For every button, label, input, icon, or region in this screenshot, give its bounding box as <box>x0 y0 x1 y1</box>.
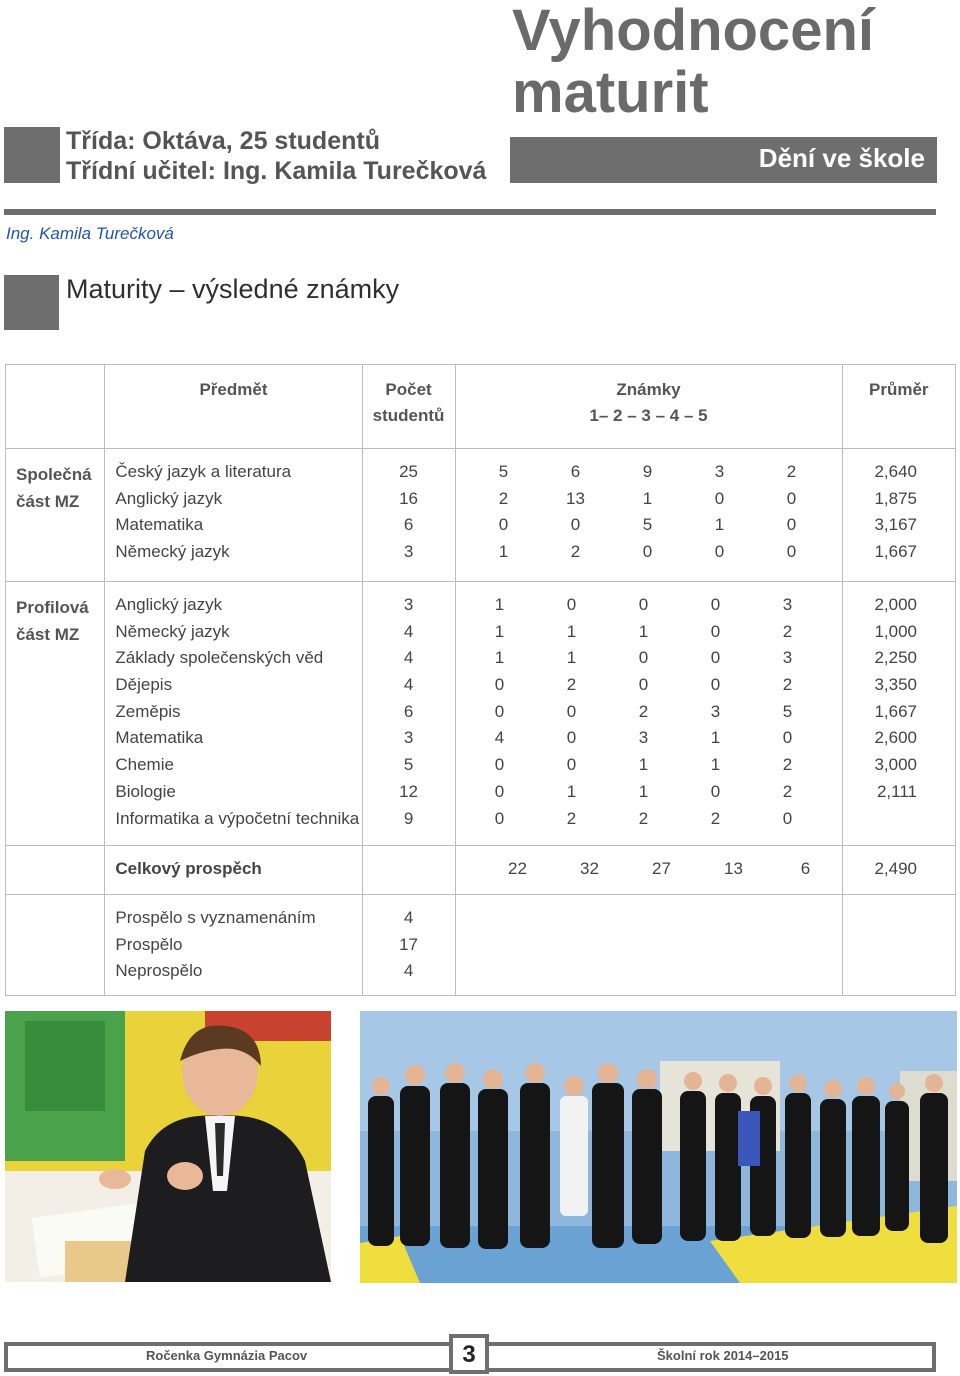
grade-3-count: 5 <box>642 515 653 535</box>
outcome-label: Prospělo <box>115 934 183 954</box>
profile-subjects <box>105 582 362 846</box>
grade-distribution <box>472 699 842 726</box>
grade-distribution <box>472 752 842 779</box>
grade-4-count: 1 <box>714 515 725 535</box>
subject-name: Informatika a výpočetní technika <box>115 808 360 828</box>
grade-1-count: 0 <box>494 701 505 721</box>
average-grade: 2,640 <box>874 462 917 481</box>
grade-2-count: 1 <box>566 648 577 668</box>
header-count-line2: studentů <box>372 406 445 425</box>
grade-4-count: 0 <box>714 488 725 508</box>
grade-2-count: 0 <box>566 701 577 721</box>
grade-5-count: 0 <box>782 728 793 748</box>
average-grade: 3,000 <box>874 755 917 775</box>
grade-1-count: 0 <box>494 675 505 695</box>
grade-2-count: 32 <box>580 859 599 878</box>
footer-right-text: Školní rok 2014–2015 <box>657 1348 789 1363</box>
outcome-counts <box>362 895 455 996</box>
total-count-empty <box>362 846 455 895</box>
outcome-count: 4 <box>403 908 414 927</box>
class-info-marker <box>4 127 60 183</box>
header-grades-line2: 1– 2 – 3 – 4 – 5 <box>589 406 708 425</box>
outcome-avg-empty <box>842 895 956 996</box>
subject-name: Německý jazyk <box>115 621 230 641</box>
average-grade: 3,167 <box>874 515 917 535</box>
grade-4-count: 0 <box>710 595 721 614</box>
outcome-count: 4 <box>403 961 414 981</box>
grade-3-count: 2 <box>638 701 649 721</box>
total-empty <box>6 846 105 895</box>
grade-distribution <box>472 779 842 806</box>
grade-3-count: 0 <box>638 675 649 695</box>
profile-label-line2: část MZ <box>16 625 80 644</box>
grade-distribution <box>472 539 842 566</box>
grade-5-count: 0 <box>786 488 797 508</box>
grade-3-count: 1 <box>642 488 653 508</box>
grade-1-count: 0 <box>494 755 505 775</box>
total-row <box>6 846 956 895</box>
student-count: 6 <box>403 701 414 721</box>
average-grade: 1,000 <box>874 621 917 641</box>
grade-4-count: 3 <box>710 701 721 721</box>
common-counts <box>362 449 455 582</box>
profile-section-row <box>6 582 956 846</box>
grade-2-count: 0 <box>566 728 577 748</box>
subject-name: Matematika <box>115 515 204 535</box>
grade-5-count: 3 <box>782 595 793 614</box>
heading-marker <box>4 275 59 330</box>
outcome-count: 17 <box>399 934 419 954</box>
student-portrait-photo <box>5 1011 331 1282</box>
section-bar <box>510 137 937 183</box>
class-info <box>66 126 486 186</box>
grade-distribution <box>472 806 842 833</box>
grade-3-count: 3 <box>638 728 649 748</box>
class-teacher: Třídní učitel: Ing. Kamila Turečková <box>66 157 487 185</box>
footer-left-text: Ročenka Gymnázia Pacov <box>146 1348 308 1363</box>
grade-2-count: 13 <box>566 488 585 508</box>
profile-label-line1: Profilová <box>16 598 89 617</box>
subject-name: Biologie <box>115 781 176 801</box>
section-heading: Maturity – výsledné známky <box>66 274 400 304</box>
grade-1-count: 22 <box>508 859 527 878</box>
header-average: Průměr <box>842 365 956 449</box>
header-grades <box>455 365 842 449</box>
student-count: 3 <box>403 542 414 562</box>
grade-distribution <box>472 645 842 672</box>
section-label: Dění ve škole <box>758 143 925 173</box>
student-count: 9 <box>403 808 414 828</box>
grade-1-count: 0 <box>494 808 505 828</box>
grade-1-count: 4 <box>494 728 505 748</box>
header-count-line1: Počet <box>385 380 432 399</box>
grade-2-count: 6 <box>570 462 581 481</box>
grade-4-count: 1 <box>710 728 721 748</box>
total-label: Celkový prospěch <box>105 846 362 895</box>
grade-4-count: 13 <box>724 859 743 878</box>
outcome-row <box>6 895 956 996</box>
grade-3-count: 0 <box>638 648 649 668</box>
student-count: 3 <box>403 595 414 614</box>
header-subject: Předmět <box>105 365 362 449</box>
grade-2-count: 2 <box>566 675 577 695</box>
grade-3-count: 1 <box>638 755 649 775</box>
grade-5-count: 3 <box>782 648 793 668</box>
average-grade <box>843 806 918 833</box>
subject-name: Zeměpis <box>115 701 181 721</box>
grade-5-count: 2 <box>782 781 793 801</box>
grade-5-count: 0 <box>782 808 793 828</box>
average-grade: 1,667 <box>874 542 917 562</box>
grade-5-count: 5 <box>782 701 793 721</box>
grade-1-count: 2 <box>498 488 509 508</box>
grade-4-count: 0 <box>710 621 721 641</box>
outcome-grades-empty <box>455 895 842 996</box>
grade-3-count: 1 <box>638 781 649 801</box>
grade-4-count: 2 <box>710 808 721 828</box>
outcome-empty <box>6 895 105 996</box>
header-empty <box>6 365 105 449</box>
grade-4-count: 0 <box>710 781 721 801</box>
grade-1-count: 5 <box>498 462 509 481</box>
average-grade: 2,111 <box>876 781 917 801</box>
grade-5-count: 2 <box>782 675 793 695</box>
table-header-row <box>6 365 956 449</box>
grade-4-count: 0 <box>710 648 721 668</box>
outcome-label: Prospělo s vyznamenáním <box>115 908 316 927</box>
subject-name: Anglický jazyk <box>115 595 223 614</box>
page-title <box>512 0 952 124</box>
grade-2-count: 2 <box>566 808 577 828</box>
grade-2-count: 0 <box>570 515 581 535</box>
outcome-label: Neprospělo <box>115 961 203 981</box>
grades-table <box>5 364 956 996</box>
grade-4-count: 1 <box>710 755 721 775</box>
student-count: 4 <box>403 675 414 695</box>
subject-name: Německý jazyk <box>115 542 230 562</box>
grade-distribution <box>472 619 842 646</box>
student-count: 4 <box>403 648 414 668</box>
student-count: 5 <box>403 755 414 775</box>
grade-3-count: 2 <box>638 808 649 828</box>
profile-grades <box>455 582 842 846</box>
grade-1-count: 1 <box>498 542 509 562</box>
grade-4-count: 0 <box>714 542 725 562</box>
grade-2-count: 2 <box>570 542 581 562</box>
header-grades-line1: Známky <box>616 380 681 399</box>
average-grade: 2,000 <box>874 595 917 614</box>
grade-2-count: 0 <box>566 755 577 775</box>
grade-5-count: 6 <box>800 859 811 878</box>
header-divider <box>4 209 936 215</box>
average-grade: 2,250 <box>874 648 917 668</box>
grade-2-count: 0 <box>566 595 577 614</box>
grade-1-count: 0 <box>494 781 505 801</box>
grade-3-count: 0 <box>638 595 649 614</box>
common-label-line1: Společná <box>16 465 92 484</box>
grade-distribution <box>472 459 842 486</box>
title-line-2: maturit <box>512 60 709 125</box>
grade-distribution <box>472 486 842 513</box>
grade-1-count: 0 <box>498 515 509 535</box>
profile-label <box>6 582 105 846</box>
page-number: 3 <box>449 1334 489 1374</box>
total-grade-distribution <box>486 856 842 883</box>
student-count: 3 <box>403 728 414 748</box>
common-label-line2: část MZ <box>16 492 80 511</box>
grade-3-count: 0 <box>642 542 653 562</box>
grade-1-count: 1 <box>494 648 505 668</box>
profile-counts <box>362 582 455 846</box>
average-grade: 1,875 <box>874 488 917 508</box>
common-section-row <box>6 449 956 582</box>
student-count: 12 <box>399 781 419 801</box>
grade-2-count: 1 <box>566 621 577 641</box>
class-group-photo <box>360 1011 957 1283</box>
student-count: 6 <box>403 515 414 535</box>
grade-1-count: 1 <box>494 621 505 641</box>
outcome-labels <box>105 895 362 996</box>
header-count <box>362 365 455 449</box>
student-count: 25 <box>399 462 419 481</box>
grade-2-count: 1 <box>566 781 577 801</box>
grade-5-count: 0 <box>786 542 797 562</box>
grade-distribution <box>472 592 842 619</box>
subject-name: Chemie <box>115 755 174 775</box>
average-grade: 3,350 <box>874 675 917 695</box>
subject-name: Anglický jazyk <box>115 488 223 508</box>
student-count: 16 <box>399 488 419 508</box>
grade-3-count: 9 <box>642 462 653 481</box>
subject-name: Dějepis <box>115 675 173 695</box>
subject-name: Matematika <box>115 728 204 748</box>
common-subjects <box>105 449 362 582</box>
grade-5-count: 0 <box>786 515 797 535</box>
grade-4-count: 0 <box>710 675 721 695</box>
common-averages <box>842 449 956 582</box>
average-grade: 1,667 <box>874 701 917 721</box>
grade-distribution <box>472 512 842 539</box>
grade-1-count: 1 <box>494 595 505 614</box>
common-grades <box>455 449 842 582</box>
profile-averages <box>842 582 956 846</box>
total-average: 2,490 <box>842 846 956 895</box>
student-count: 4 <box>403 621 414 641</box>
grade-5-count: 2 <box>786 462 797 481</box>
class-name: Třída: Oktáva, 25 studentů <box>66 127 380 155</box>
grade-4-count: 3 <box>714 462 725 481</box>
title-line-1: Vyhodnocení <box>512 0 874 63</box>
grade-distribution <box>472 725 842 752</box>
average-grade: 2,600 <box>874 728 917 748</box>
common-label <box>6 449 105 582</box>
total-grades <box>455 846 842 895</box>
subject-name: Základy společenských věd <box>115 648 324 668</box>
grade-3-count: 1 <box>638 621 649 641</box>
grade-5-count: 2 <box>782 621 793 641</box>
grade-distribution <box>472 672 842 699</box>
grade-3-count: 27 <box>652 859 671 878</box>
article-author: Ing. Kamila Turečková <box>6 224 174 243</box>
subject-name: Český jazyk a literatura <box>115 462 292 481</box>
grade-5-count: 2 <box>782 755 793 775</box>
